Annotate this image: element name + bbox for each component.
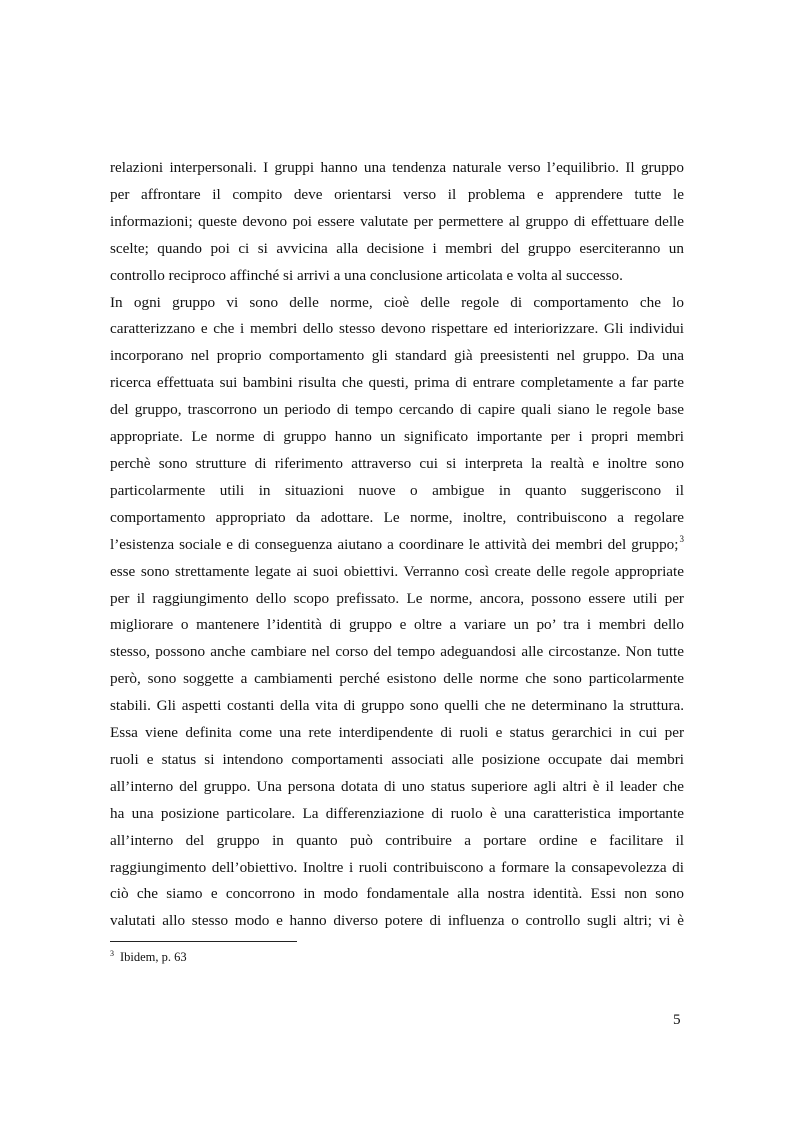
text-line: esse sono strettamente legate ai suoi obiettivi. Verranno così create delle regole appropriate [110, 562, 684, 580]
text-line: particolarmente utili in situazioni nuove o ambigue in quanto suggeriscono il [110, 481, 684, 499]
text-line: incorporano nel proprio comportamento gli standard già preesistenti nel gruppo. Da una [110, 347, 684, 365]
text-line: all’interno del gruppo in quanto può contribuire a portare ordine e facilitare il [110, 831, 684, 849]
text-line: perchè sono strutture di riferimento attraverso cui si interpreta la realtà e inoltre sono [110, 454, 684, 472]
text-line: Essa viene definita come una rete interdipendente di ruoli e status gerarchici in cui per [110, 724, 684, 742]
text-line: relazioni interpersonali. I gruppi hanno una tendenza naturale verso l’equilibrio. Il gruppo [110, 159, 684, 176]
text-line: valutati allo stesso modo e hanno diverso potere di influenza o controllo sugli altri; vi è [110, 912, 684, 930]
text-line: In ogni gruppo vi sono delle norme, cioè delle regole di comportamento che lo [110, 293, 684, 311]
text-line: raggiungimento dell’obiettivo. Inoltre i ruoli contribuiscono a formare la consapevolezza di [110, 858, 684, 876]
text-line: ha una posizione particolare. La differenziazione di ruolo è una caratteristica importante [110, 804, 684, 822]
text-line: stesso, possono anche cambiare nel corso del tempo adeguandosi alle circostanze. Non tutte [110, 643, 684, 661]
text-line: appropriate. Le norme di gruppo hanno un significato importante per i propri membri [110, 428, 684, 446]
paragraph-1 [110, 155, 684, 290]
text-line: però, sono soggette a cambiamenti perché esistono delle norme che sono particolarmente [110, 670, 684, 688]
text-line: ricerca effettuata sui bambini risulta che questi, prima di entrare completamente a far parte [110, 374, 684, 392]
text-line: per affrontare il compito deve orientarsi verso il problema e apprendere tutte le [110, 185, 684, 203]
text-line: informazioni; queste devono poi essere valutate per permettere al gruppo di effettuare delle [110, 212, 684, 230]
text-line: all’interno del gruppo. Una persona dotata di uno status superiore agli altri è il leader che [110, 777, 684, 795]
text-line-content: l’esistenza sociale e di conseguenza aiutano a coordinare le attività dei membri del gruppo; [110, 535, 679, 553]
text-line: ruoli e status si intendono comportamenti associati alle posizione occupate dai membri [110, 750, 684, 768]
footnote-text: Ibidem, p. 63 [120, 950, 187, 964]
text-line: migliorare o mantenere l’identità di gruppo e oltre a variare un po’ tra i membri dello [110, 616, 684, 634]
text-line-with-footnote-ref [110, 532, 684, 559]
text-line: comportamento appropriato da adottare. Le norme, inoltre, contribuiscono a regolare [110, 508, 684, 526]
text-line: controllo reciproco affinché si arrivi a una conclusione articolata e volta al successo. [110, 266, 623, 284]
text-line: scelte; quando poi ci si avvicina alla decisione i membri del gruppo eserciteranno un [110, 239, 684, 257]
page-number: 5 [673, 1011, 681, 1028]
text-line: caratterizzano e che i membri dello stesso devono rispettare ed interiorizzare. Gli individui [110, 320, 684, 338]
paragraph-2 [110, 290, 684, 936]
text-line: del gruppo, trascorrono un periodo di tempo cercando di capire quali siano le regole base [110, 401, 684, 419]
text-line: stabili. Gli aspetti costanti della vita di gruppo sono quelli che ne determinano la struttura. [110, 697, 684, 715]
text-line: ciò che siamo e concorrono in modo fondamentale alla nostra identità. Essi non sono [110, 885, 684, 903]
body-text [110, 155, 684, 935]
footnote-separator [110, 941, 297, 942]
footnote-reference[interactable]: 3 [679, 533, 684, 544]
footnote [110, 948, 187, 966]
footnote-number: 3 [110, 949, 114, 958]
text-line: per il raggiungimento dello scopo prefissato. Le norme, ancora, possono essere utili per [110, 589, 684, 607]
